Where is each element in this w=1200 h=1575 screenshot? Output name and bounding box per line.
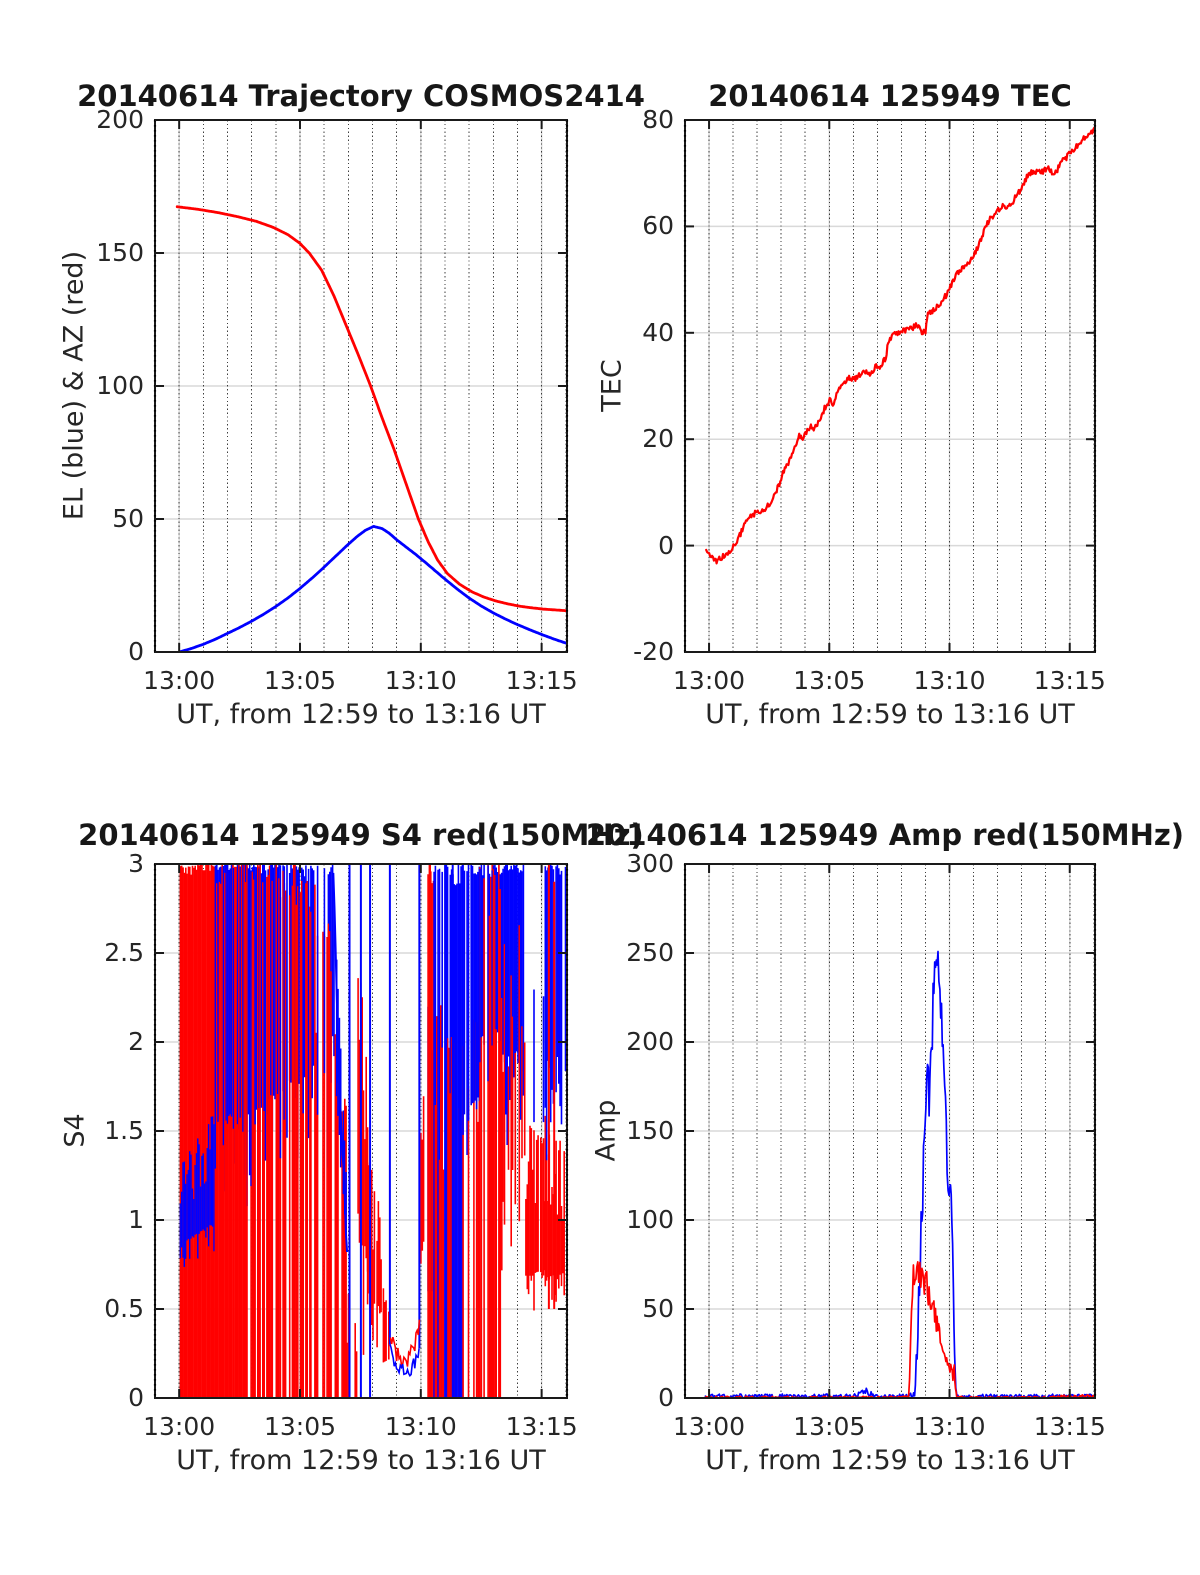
series-amp-400mhz: [705, 952, 1095, 1399]
amp-xtick-13:15: 13:15: [1033, 1412, 1106, 1441]
data-region-amp: [705, 952, 1095, 1399]
traj-ytick-150: 150: [96, 238, 144, 267]
amp-ytick-250: 250: [626, 938, 674, 967]
tec-xtick-13:05: 13:05: [793, 666, 866, 695]
s4-ytick-0.5: 0.5: [104, 1294, 144, 1323]
traj-xtick-13:05: 13:05: [263, 666, 336, 695]
data-region-tec: [706, 127, 1095, 563]
amp-xtick-13:10: 13:10: [913, 1412, 986, 1441]
traj-xtick-13:15: 13:15: [505, 666, 578, 695]
traj-xtick-13:10: 13:10: [384, 666, 457, 695]
s4-xtick-13:15: 13:15: [505, 1412, 578, 1441]
x-axis-label-trajectory: UT, from 12:59 to 13:16 UT: [176, 699, 546, 730]
title-amp: 20140614 125949 Amp red(150MHz): [586, 818, 1184, 852]
title-tec: 20140614 125949 TEC: [708, 79, 1072, 113]
tec-xtick-13:10: 13:10: [913, 666, 986, 695]
s4-ytick-0: 0: [128, 1383, 144, 1412]
tec-xtick-13:00: 13:00: [673, 666, 746, 695]
s4-xtick-13:05: 13:05: [263, 1412, 336, 1441]
y-axis-label-amp: Amp: [590, 1099, 622, 1162]
s4-ytick-2.5: 2.5: [104, 938, 144, 967]
y-axis-label-trajectory: EL (blue) & AZ (red): [58, 250, 90, 521]
subplot-tec: [685, 120, 1095, 652]
axis-box: [685, 120, 1095, 652]
subplot-amp: [685, 864, 1095, 1399]
x-axis-label-s4: UT, from 12:59 to 13:16 UT: [176, 1445, 546, 1476]
amp-xtick-13:05: 13:05: [793, 1412, 866, 1441]
s4-xtick-13:10: 13:10: [384, 1412, 457, 1441]
traj-ytick-0: 0: [128, 637, 144, 666]
tec-ytick-40: 40: [642, 317, 674, 347]
y-axis-label-s4: S4: [59, 1113, 91, 1148]
amp-ytick-150: 150: [626, 1116, 674, 1145]
s4-ytick-2: 2: [128, 1027, 144, 1056]
series-tec: [706, 127, 1095, 563]
s4-ytick-3: 3: [128, 849, 144, 878]
x-axis-label-amp: UT, from 12:59 to 13:16 UT: [705, 1445, 1075, 1476]
s4-xtick-13:00: 13:00: [143, 1412, 216, 1441]
series-amp-150mhz: [705, 1262, 1095, 1398]
amp-ytick-50: 50: [642, 1294, 674, 1323]
subplot-s4: [155, 864, 567, 1398]
traj-ytick-200: 200: [96, 105, 144, 134]
amp-ytick-0: 0: [658, 1383, 674, 1412]
tec-xtick-13:15: 13:15: [1033, 666, 1106, 695]
traj-ytick-100: 100: [96, 371, 144, 400]
amp-ytick-300: 300: [626, 849, 674, 878]
x-axis-label-tec: UT, from 12:59 to 13:16 UT: [705, 699, 1075, 730]
amp-ytick-200: 200: [626, 1027, 674, 1056]
tec-ytick-0: 0: [658, 530, 674, 560]
traj-xtick-13:00: 13:00: [143, 666, 216, 695]
tec-ytick-80: 80: [642, 105, 674, 134]
title-s4: 20140614 125949 S4 red(150MHz): [78, 818, 644, 852]
tec-ytick-20: 20: [642, 424, 674, 454]
series-el: [179, 526, 567, 652]
amp-ytick-100: 100: [626, 1205, 674, 1234]
tec-ytick--20: -20: [633, 637, 674, 666]
tec-ytick-60: 60: [642, 211, 674, 241]
s4-ytick-1.5: 1.5: [104, 1116, 144, 1145]
y-axis-label-tec: TEC: [596, 359, 628, 412]
traj-ytick-50: 50: [112, 504, 144, 533]
subplot-traj: [155, 120, 567, 652]
s4-ytick-1: 1: [128, 1205, 144, 1234]
title-trajectory: 20140614 Trajectory COSMOS2414: [77, 79, 645, 113]
amp-xtick-13:00: 13:00: [673, 1412, 746, 1441]
